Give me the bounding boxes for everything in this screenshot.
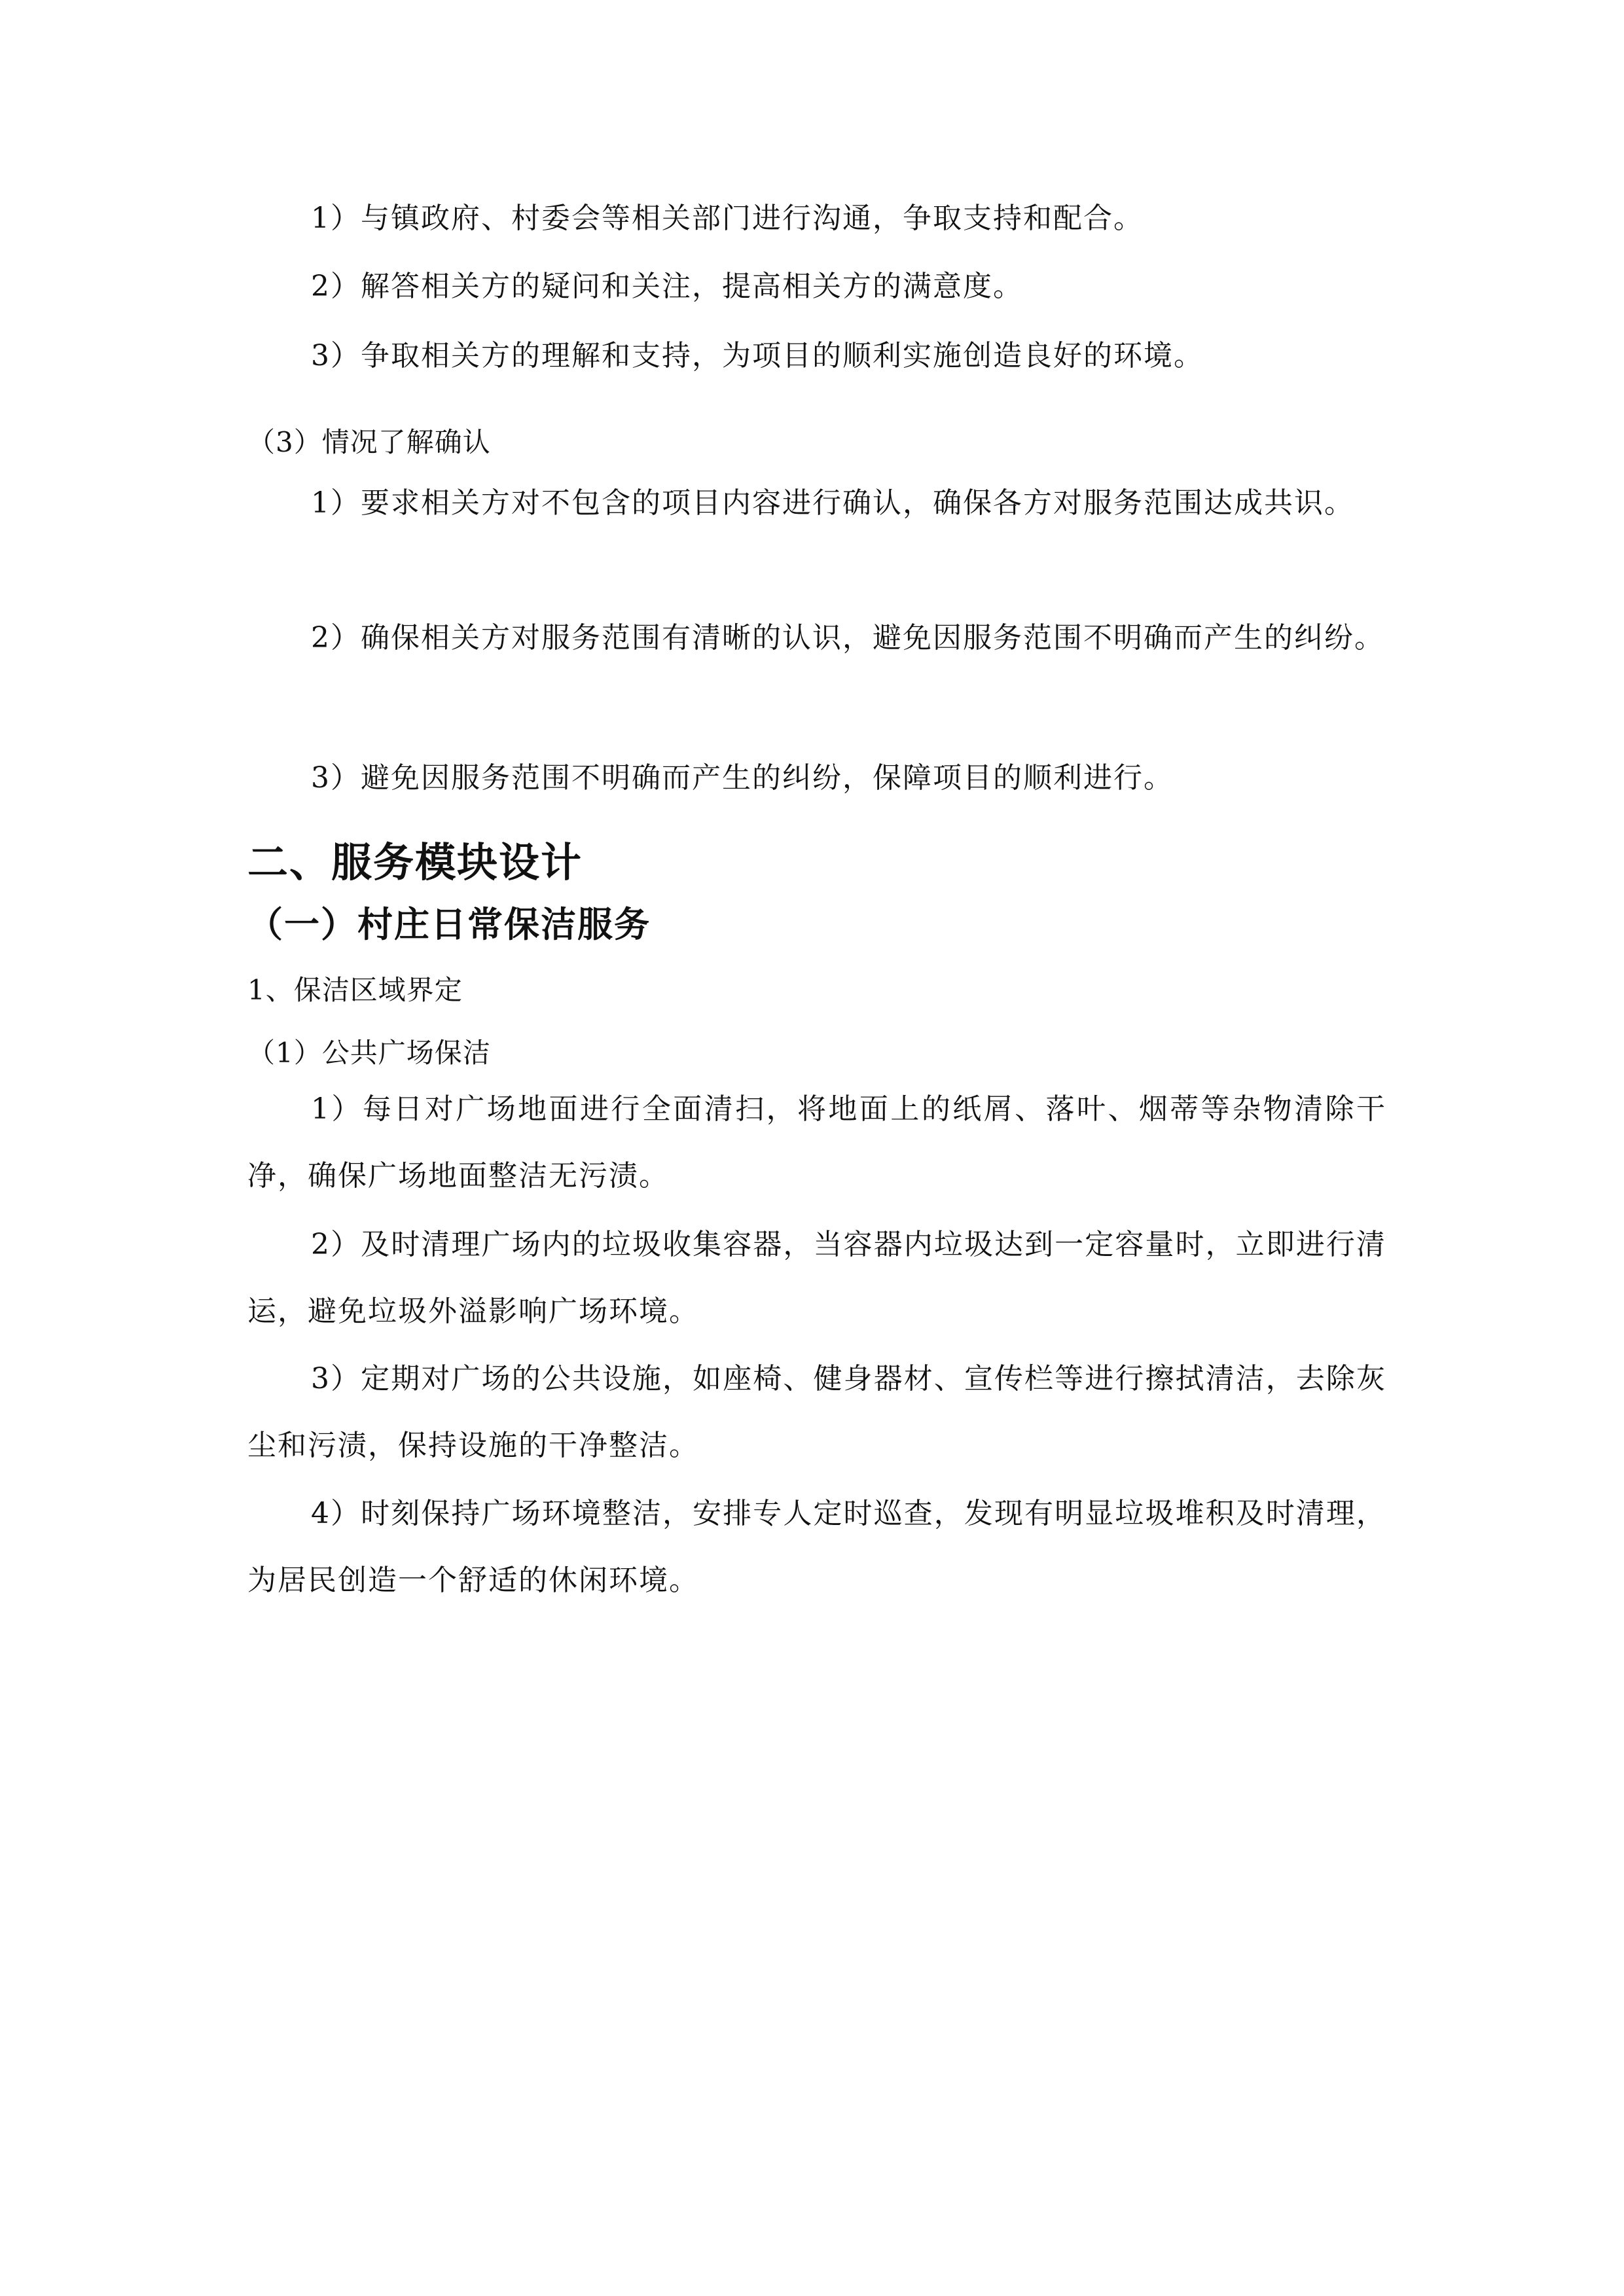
list-item: 4）时刻保持广场环境整洁，安排专人定时巡查，发现有明显垃圾堆积及时清理，为居民创造一个舒适的休闲环境。	[247, 1497, 1386, 1597]
list-item: 2）确保相关方对服务范围有清晰的认识，避免因服务范围不明确而产生的纠纷。	[311, 621, 1384, 655]
chapter-heading: 二、服务模块设计	[247, 838, 583, 886]
section-heading: （一）村庄日常保洁服务	[247, 904, 651, 945]
list-item: 2）及时清理广场内的垃圾收集容器，当容器内垃圾达到一定容量时，立即进行清运，避免垃圾外溢影响广场环境。	[247, 1228, 1386, 1328]
list-item: 3）避免因服务范围不明确而产生的纠纷，保障项目的顺利进行。	[311, 761, 1174, 795]
list-item: 2）解答相关方的疑问和关注，提高相关方的满意度。	[311, 270, 1023, 303]
subheading-confirmation: （3）情况了解确认	[247, 426, 491, 458]
subsubsection-heading: （1）公共广场保洁	[247, 1037, 491, 1069]
list-item: 1）要求相关方对不包含的项目内容进行确认，确保各方对服务范围达成共识。	[311, 486, 1354, 520]
list-item: 3）定期对广场的公共设施，如座椅、健身器材、宣传栏等进行擦拭清洁，去除灰尘和污渍，保持设施的干净整洁。	[247, 1362, 1386, 1462]
subsection-heading: 1、保洁区域界定	[247, 974, 463, 1006]
list-item: 1）每日对广场地面进行全面清扫，将地面上的纸屑、落叶、烟蒂等杂物清除干净，确保广场地面整洁无污渍。	[247, 1092, 1386, 1193]
list-item: 3）争取相关方的理解和支持，为项目的顺利实施创造良好的环境。	[311, 339, 1204, 372]
list-item: 1）与镇政府、村委会等相关部门进行沟通，争取支持和配合。	[311, 202, 1144, 235]
